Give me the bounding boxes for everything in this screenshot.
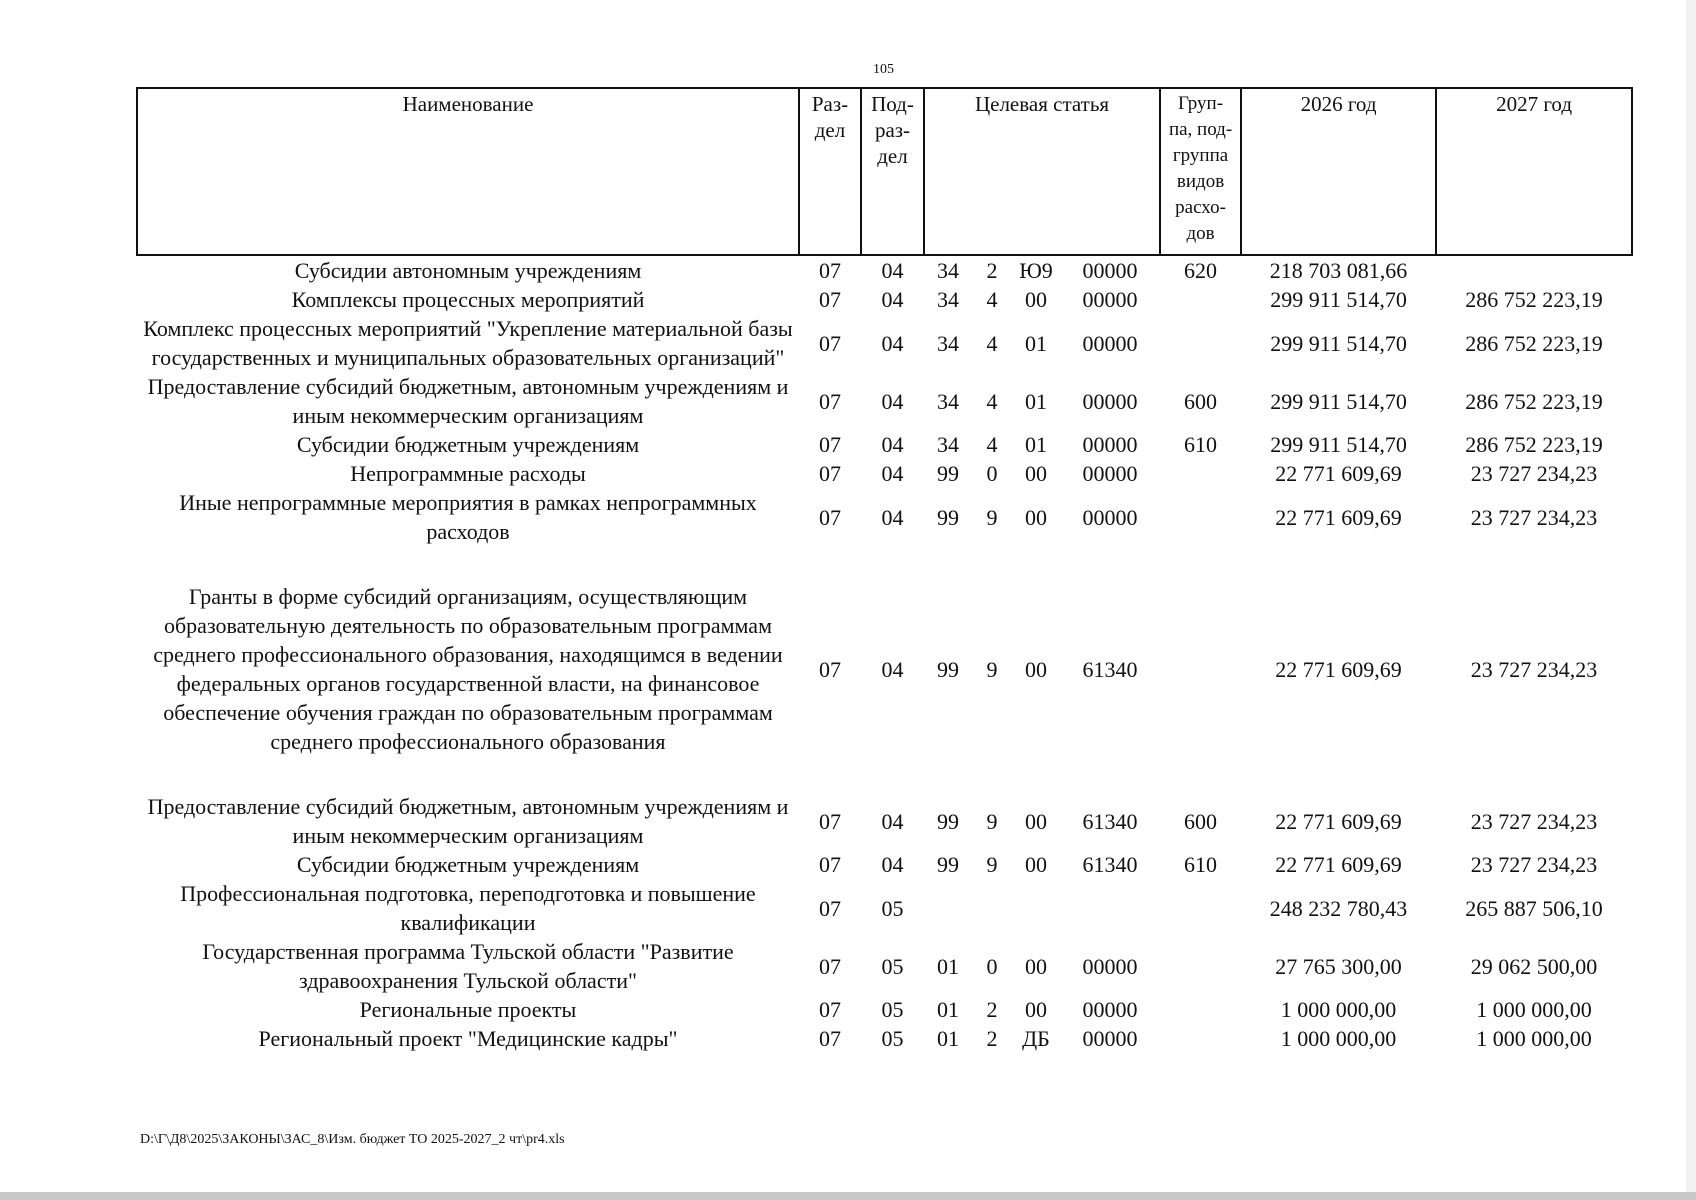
- row-target-part1-cell: 34: [937, 330, 959, 356]
- table-row: [137, 1024, 1632, 1053]
- table-row: [137, 285, 1632, 314]
- row-name-cell: Комплексы процессных мероприятий: [291, 287, 645, 312]
- row-target-part1-cell: 34: [937, 388, 959, 414]
- row-name-cell: Государственная программа Тульской области "Развитие здравоохранения Тульской области": [202, 939, 734, 993]
- table-row: [137, 937, 1632, 995]
- row-target-part4-cell: 61340: [1082, 656, 1138, 682]
- row-razdel-cell: 07: [819, 997, 841, 1022]
- row-target-part3-cell: 00: [1025, 808, 1047, 834]
- row-podrazdel-cell: 04: [881, 656, 904, 682]
- row-amount-2027-cell: 23 727 234,23: [1470, 808, 1598, 834]
- row-target-part4-cell: 00000: [1082, 1026, 1138, 1051]
- row-amount-2027-cell: 286 752 223,19: [1465, 388, 1603, 414]
- row-podrazdel-cell: 05: [881, 895, 904, 921]
- row-target-part3-cell: 00: [1025, 656, 1047, 682]
- row-target-part3-cell: ДБ: [1022, 1026, 1050, 1051]
- row-podrazdel-cell: 04: [881, 330, 904, 356]
- table-row: [137, 582, 1632, 756]
- header-2027: [1436, 88, 1632, 255]
- row-amount-2026-cell: 22 771 609,69: [1275, 461, 1402, 486]
- row-target-part2-cell: 0: [986, 953, 998, 979]
- row-target-part4-cell: 61340: [1082, 808, 1138, 834]
- row-target-part3-cell: Ю9: [1019, 258, 1053, 283]
- row-name-cell: Субсидии бюджетным учреждениям: [296, 852, 640, 877]
- table-row: [137, 488, 1632, 546]
- row-target-part4-cell: 00000: [1082, 388, 1138, 414]
- table-header-row: [137, 88, 1632, 255]
- row-razdel-cell: 07: [819, 287, 841, 312]
- row-target-part4-cell: 00000: [1082, 287, 1138, 312]
- row-target-part2-cell: 4: [986, 287, 998, 312]
- row-podrazdel-cell: 04: [881, 258, 904, 283]
- row-expense-group-cell: [1160, 879, 1241, 937]
- row-target-part4-cell: 00000: [1082, 953, 1138, 979]
- row-amount-2026-cell: 299 911 514,70: [1270, 432, 1407, 457]
- row-target-part4-cell: 00000: [1082, 258, 1138, 283]
- row-razdel-cell: 07: [819, 852, 841, 877]
- row-expense-group-cell: [1160, 285, 1241, 314]
- row-expense-group-cell: [1160, 582, 1241, 756]
- row-target-part1-cell: [924, 879, 972, 937]
- budget-table-sheet: [136, 87, 1631, 1053]
- row-target-part2-cell: 9: [986, 656, 998, 682]
- row-expense-group-cell: [1160, 995, 1241, 1024]
- header-razdel-label: Раз- дел: [811, 92, 849, 142]
- table-row: [137, 430, 1632, 459]
- row-target-part3-cell: 00: [1025, 852, 1047, 877]
- row-razdel-cell: 07: [819, 895, 841, 921]
- header-2026-label: 2026 год: [1300, 92, 1377, 116]
- row-spacer: [137, 546, 1632, 582]
- row-target-part4-cell: 00000: [1082, 461, 1138, 486]
- row-expense-group-cell: 600: [1184, 808, 1218, 834]
- row-target-part1-cell: 99: [937, 808, 959, 834]
- row-target-part2-cell: 0: [986, 461, 998, 486]
- row-name-cell: Региональный проект "Медицинские кадры": [258, 1026, 678, 1051]
- row-amount-2027-cell: 1 000 000,00: [1476, 997, 1592, 1022]
- row-target-part1-cell: 01: [937, 953, 959, 979]
- row-expense-group-cell: 620: [1184, 258, 1218, 283]
- header-name: [137, 88, 799, 255]
- row-target-part4-cell: 00000: [1082, 997, 1138, 1022]
- row-target-part2-cell: 4: [986, 432, 998, 457]
- row-target-part2-cell: 4: [986, 330, 998, 356]
- table-row: [137, 879, 1632, 937]
- row-amount-2026-cell: 218 703 081,66: [1269, 258, 1408, 283]
- row-target-part1-cell: 34: [937, 287, 959, 312]
- row-target-part2-cell: 9: [986, 852, 998, 877]
- header-2026: [1241, 88, 1436, 255]
- row-podrazdel-cell: 04: [881, 504, 904, 530]
- row-target-part3-cell: 00: [1025, 461, 1047, 486]
- row-target-part3-cell: 00: [1025, 287, 1047, 312]
- table-row: [137, 255, 1632, 285]
- row-amount-2027-cell: 1 000 000,00: [1476, 1026, 1592, 1051]
- row-expense-group-cell: 610: [1184, 432, 1218, 457]
- row-target-part3-cell: 01: [1025, 330, 1047, 356]
- page-number: 105: [873, 62, 894, 77]
- row-name-cell: Предоставление субсидий бюджетным, автономным учреждениям и иным некоммерческим организациям: [147, 374, 789, 428]
- row-name-cell: Гранты в форме субсидий организациям, осуществляющим образовательную деятельность по образовательным программам среднего профессионального образования, находящимся в ведении федеральных органов государственной власти, на финансовое обеспечение обучения граждан по образовательным программам среднего профессионального образования: [153, 584, 783, 754]
- row-amount-2026-cell: 1 000 000,00: [1280, 1026, 1397, 1051]
- header-tselevaya-statya: [924, 88, 1160, 255]
- row-razdel-cell: 07: [819, 330, 841, 356]
- row-amount-2027-cell: 265 887 506,10: [1465, 895, 1603, 921]
- row-razdel-cell: 07: [819, 504, 841, 530]
- row-name-cell: Субсидии бюджетным учреждениям: [296, 432, 640, 457]
- row-target-part2-cell: 9: [986, 504, 998, 530]
- file-path-footer: D:\Г\Д8\2025\ЗАКОНЫ\ЗАС_8\Изм. бюджет ТО 2025-2027_2 чт\pr4.xls: [140, 1132, 565, 1147]
- row-target-part4-cell: 00000: [1082, 330, 1138, 356]
- row-amount-2027-cell: 286 752 223,19: [1465, 432, 1603, 457]
- row-amount-2027-cell: 286 752 223,19: [1465, 287, 1603, 312]
- row-target-part2-cell: 9: [986, 808, 998, 834]
- row-name-cell: Предоставление субсидий бюджетным, автономным учреждениям и иным некоммерческим организациям: [147, 794, 789, 848]
- header-gruppa-label: Груп- па, под- группа видов расхо- дов: [1168, 93, 1233, 244]
- row-target-part2-cell: 4: [986, 388, 998, 414]
- table-row: [137, 850, 1632, 879]
- row-target-part1-cell: 34: [937, 432, 959, 457]
- row-target-part2-cell: [972, 879, 1012, 937]
- row-name-cell: Региональные проекты: [359, 997, 577, 1022]
- row-amount-2026-cell: 299 911 514,70: [1270, 330, 1407, 356]
- row-podrazdel-cell: 05: [881, 997, 904, 1022]
- row-podrazdel-cell: 04: [881, 461, 904, 486]
- row-target-part1-cell: 99: [937, 656, 959, 682]
- row-razdel-cell: 07: [819, 656, 841, 682]
- budget-table: [136, 87, 1633, 1053]
- row-podrazdel-cell: 04: [881, 808, 904, 834]
- row-target-part3-cell: 00: [1025, 504, 1047, 530]
- row-expense-group-cell: [1160, 459, 1241, 488]
- row-amount-2026-cell: 22 771 609,69: [1275, 852, 1402, 877]
- row-razdel-cell: 07: [819, 953, 841, 979]
- header-gruppa: [1160, 88, 1241, 255]
- row-target-part2-cell: 2: [986, 258, 998, 283]
- row-amount-2026-cell: 299 911 514,70: [1270, 287, 1407, 312]
- row-expense-group-cell: [1160, 488, 1241, 546]
- row-target-part1-cell: 99: [937, 852, 959, 877]
- row-razdel-cell: 07: [819, 258, 841, 283]
- row-podrazdel-cell: 04: [881, 287, 904, 312]
- row-razdel-cell: 07: [819, 432, 841, 457]
- header-podrazdel: [861, 88, 924, 255]
- table-row: [137, 372, 1632, 430]
- row-target-part2-cell: 2: [986, 997, 998, 1022]
- header-podrazdel-label: Под- раз- дел: [871, 92, 914, 168]
- row-name-cell: Комплекс процессных мероприятий "Укрепление материальной базы государственных и муниципальных образовательных организаций": [143, 316, 793, 370]
- row-expense-group-cell: [1160, 937, 1241, 995]
- row-target-part2-cell: 2: [986, 1026, 998, 1051]
- row-target-part1-cell: 99: [937, 461, 959, 486]
- row-amount-2027-cell: 23 727 234,23: [1470, 461, 1598, 486]
- row-razdel-cell: 07: [819, 1026, 841, 1051]
- row-expense-group-cell: [1160, 314, 1241, 372]
- row-target-part3-cell: [1012, 879, 1060, 937]
- row-target-part4-cell: [1060, 879, 1160, 937]
- header-tselevaya-label: Целевая статья: [974, 92, 1110, 116]
- header-2027-label: 2027 год: [1496, 92, 1572, 116]
- row-target-part3-cell: 00: [1025, 953, 1047, 979]
- row-spacer: [137, 756, 1632, 792]
- row-amount-2027-cell: 286 752 223,19: [1465, 330, 1603, 356]
- row-name-cell: Непрограммные расходы: [350, 461, 586, 486]
- row-amount-2027-cell: 23 727 234,23: [1470, 852, 1598, 877]
- row-amount-2027-cell: 23 727 234,23: [1470, 504, 1598, 530]
- table-row: [137, 459, 1632, 488]
- row-name-cell: Профессиональная подготовка, переподготовка и повышение квалификации: [180, 881, 756, 935]
- row-expense-group-cell: 600: [1184, 388, 1218, 414]
- row-target-part4-cell: 00000: [1082, 504, 1138, 530]
- row-target-part1-cell: 34: [937, 258, 959, 283]
- row-name-cell: Субсидии автономным учреждениям: [294, 258, 642, 283]
- row-target-part4-cell: 61340: [1082, 852, 1138, 877]
- row-target-part3-cell: 01: [1025, 432, 1047, 457]
- row-amount-2027-cell: [1436, 255, 1632, 285]
- table-row: [137, 995, 1632, 1024]
- header-razdel: [799, 88, 861, 255]
- table-row: [137, 792, 1632, 850]
- row-razdel-cell: 07: [819, 461, 841, 486]
- row-amount-2026-cell: 22 771 609,69: [1275, 656, 1402, 682]
- row-razdel-cell: 07: [819, 808, 841, 834]
- row-target-part3-cell: 00: [1025, 997, 1047, 1022]
- row-podrazdel-cell: 04: [881, 852, 904, 877]
- row-target-part1-cell: 01: [937, 997, 959, 1022]
- row-target-part4-cell: 00000: [1082, 432, 1138, 457]
- row-podrazdel-cell: 04: [881, 388, 904, 414]
- row-podrazdel-cell: 04: [881, 432, 904, 457]
- row-amount-2026-cell: 1 000 000,00: [1280, 997, 1397, 1022]
- row-expense-group-cell: [1160, 1024, 1241, 1053]
- row-razdel-cell: 07: [819, 388, 841, 414]
- row-amount-2026-cell: 22 771 609,69: [1275, 808, 1402, 834]
- row-target-part1-cell: 01: [937, 1026, 959, 1051]
- row-name-cell: Иные непрограммные мероприятия в рамках непрограммных расходов: [179, 490, 757, 544]
- row-podrazdel-cell: 05: [881, 953, 904, 979]
- row-amount-2026-cell: 248 232 780,43: [1269, 895, 1408, 921]
- row-target-part3-cell: 01: [1025, 388, 1047, 414]
- row-amount-2026-cell: 299 911 514,70: [1270, 388, 1407, 414]
- row-target-part1-cell: 99: [937, 504, 959, 530]
- row-podrazdel-cell: 05: [881, 1026, 904, 1051]
- table-row: [137, 314, 1632, 372]
- row-amount-2027-cell: 23 727 234,23: [1470, 656, 1598, 682]
- scan-bottom-band: [0, 1192, 1696, 1200]
- row-amount-2026-cell: 22 771 609,69: [1275, 504, 1402, 530]
- table-body: [137, 255, 1632, 1053]
- row-amount-2027-cell: 29 062 500,00: [1470, 953, 1598, 979]
- row-amount-2026-cell: 27 765 300,00: [1275, 953, 1402, 979]
- row-expense-group-cell: 610: [1184, 852, 1218, 877]
- scan-right-edge: [1686, 0, 1696, 1192]
- header-name-label: Наименование: [402, 92, 534, 116]
